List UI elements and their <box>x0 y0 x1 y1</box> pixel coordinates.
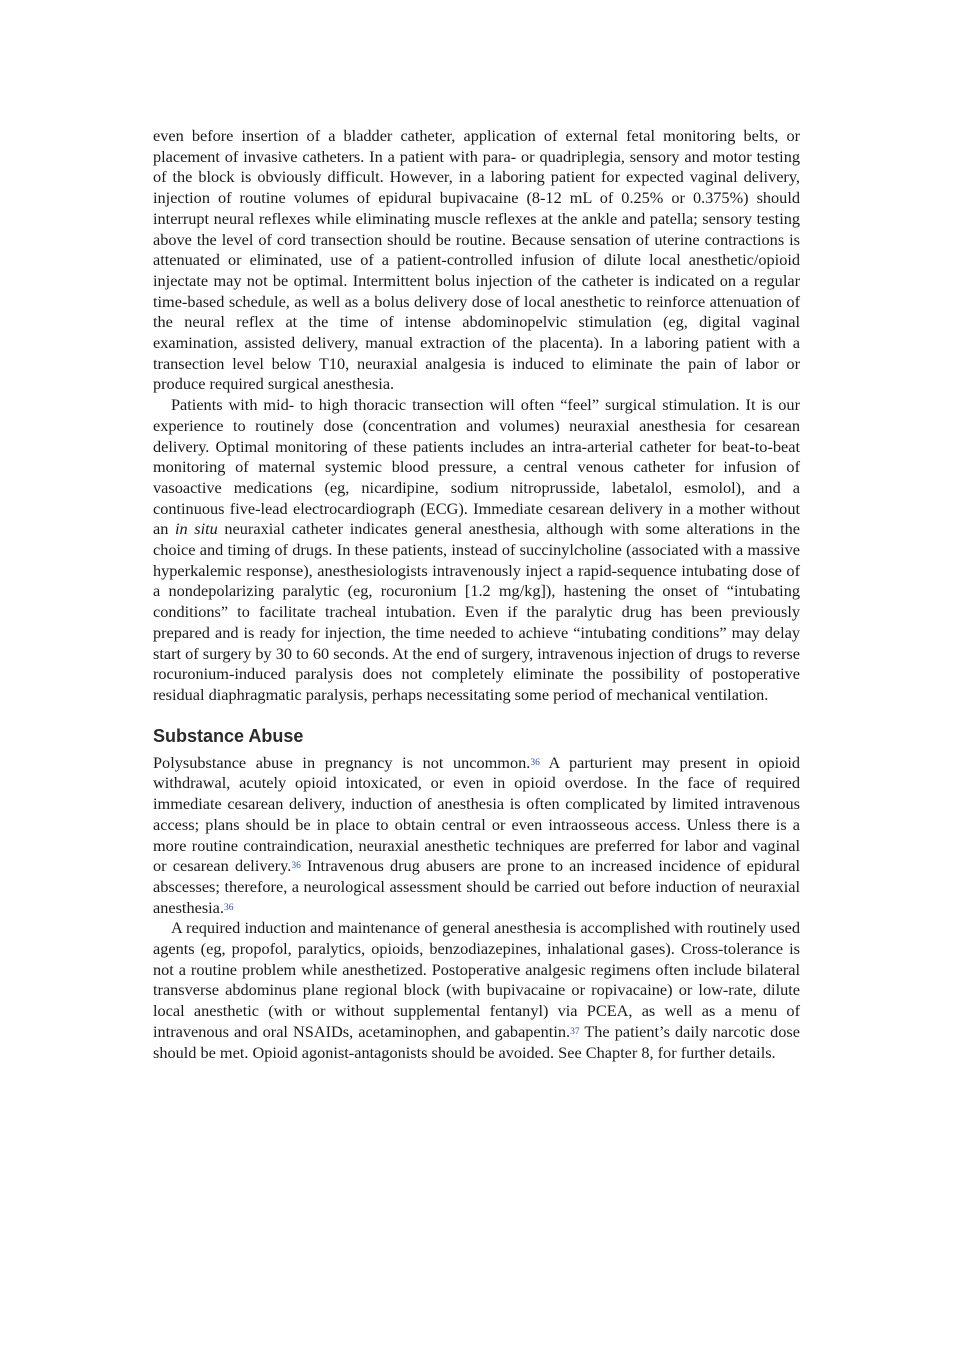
reference-link[interactable]: 36 <box>291 861 301 872</box>
body-paragraph <box>153 753 800 919</box>
body-paragraph <box>153 126 800 395</box>
text-run: even before insertion of a bladder catheter, application of external fetal monitoring belts, or placement of invasive catheters. In a patient with para- or quadriplegia, sensory and motor testing of the block is obviously difficult. However, in a laboring patient for expected vaginal delivery, injection of routine volumes of epidural bupivacaine (8-12 mL of 0.25% or 0.375%) should interrupt neural reflexes while eliminating muscle reflexes at the ankle and patella; sensory testing above the level of cord transection should be routine. Because sensation of uterine contractions is attenuated or eliminated, use of a patient-controlled infusion of dilute local anesthetic/opioid injectate may not be optimal. Intermittent bolus injection of the catheter is indicated on a regular time-based schedule, as well as a bolus delivery dose of local anesthetic to reinforce attenuation of the neural reflex at the time of intense abdominopelvic stimulation (eg, digital vaginal examination, assisted delivery, manual extraction of the placenta). In a laboring patient with a transection level below T10, neuraxial analgesia is induced to eliminate the pain of labor or produce required surgical anesthesia. <box>153 126 800 394</box>
text-run: A required induction and maintenance of general anesthesia is accomplished with routinely used agents (eg, propofol, paralytics, opioids, benzodiazepines, inhalational gases). Cross-tolerance is not a routine problem while anesthetized. Postoperative analgesic regimens often include bilateral transverse abdominus plane regional block (with bupivacaine or ropivacaine) or low-rate, dilute local anesthetic (with or without supplemental fentanyl) via PCEA, as well as a menu of intravenous and oral NSAIDs, acetaminophen, and gabapentin. <box>153 918 800 1041</box>
text-run: Polysubstance abuse in pregnancy is not uncommon. <box>153 752 531 772</box>
reference-link[interactable]: 37 <box>570 1026 580 1037</box>
reference-link[interactable]: 36 <box>530 757 540 768</box>
reference-link[interactable]: 36 <box>223 902 234 913</box>
body-paragraph <box>153 395 800 706</box>
text-run: neuraxial catheter indicates general anesthesia, although with some alterations in the choice and timing of drugs. In these patients, instead of succinylcholine (associated with a massive hyperkalemic response), anesthesiologists intravenously inject a rapid-sequence intubating dose of a nondepolarizing paralytic (eg, rocuronium [1.2 mg/kg]), hastening the onset of “intubating conditions” to facilitate tracheal intubation. Even if the paralytic drug has been previously prepared and is ready for injection, the time needed to achieve “intubating conditions” may delay start of surgery by 30 to 60 seconds. At the end of surgery, intravenous injection of drugs to reverse rocuronium-induced paralysis does not completely eliminate the possibility of postoperative residual diaphragmatic paralysis, perhaps necessitating some period of mechanical ventilation. <box>153 519 801 704</box>
text-run: The patient’s daily narcotic dose should be met. Opioid agonist-antagonists should be avoided. See Chapter 8, for further details. <box>153 1021 800 1062</box>
italic-text: in situ <box>174 519 218 539</box>
text-run: Patients with mid- to high thoracic transection will often “feel” surgical stimulation. It is our experience to routinely dose (concentration and volumes) neuraxial anesthesia for cesarean delivery. Optimal monitoring of these patients includes an intra-arterial catheter for beat-to-beat monitoring of maternal systemic blood pressure, a central venous catheter for infusion of vasoactive medications (eg, nicardipine, sodium nitroprusside, labetalol, esmolol), and a continuous five-lead electrocardiograph (ECG). Immediate cesarean delivery in a mother without an <box>153 395 800 539</box>
text-run: A parturient may present in opioid withdrawal, acutely opioid intoxicated, or even in opioid overdose. In the face of required immediate cesarean delivery, induction of anesthesia is often complicated by limited intravenous access; plans should be in place to obtain central or even intraosseous access. Unless there is a more routine contraindication, neuraxial anesthetic techniques are preferred for labor and vaginal or cesarean delivery. <box>153 752 800 876</box>
body-paragraph <box>153 918 800 1063</box>
document-page <box>153 126 800 1063</box>
section-heading: Substance Abuse <box>153 725 304 746</box>
text-run: Intravenous drug abusers are prone to an increased incidence of epidural abscesses; therefore, a neurological assessment should be carried out before induction of neuraxial anesthesia. <box>153 856 801 917</box>
